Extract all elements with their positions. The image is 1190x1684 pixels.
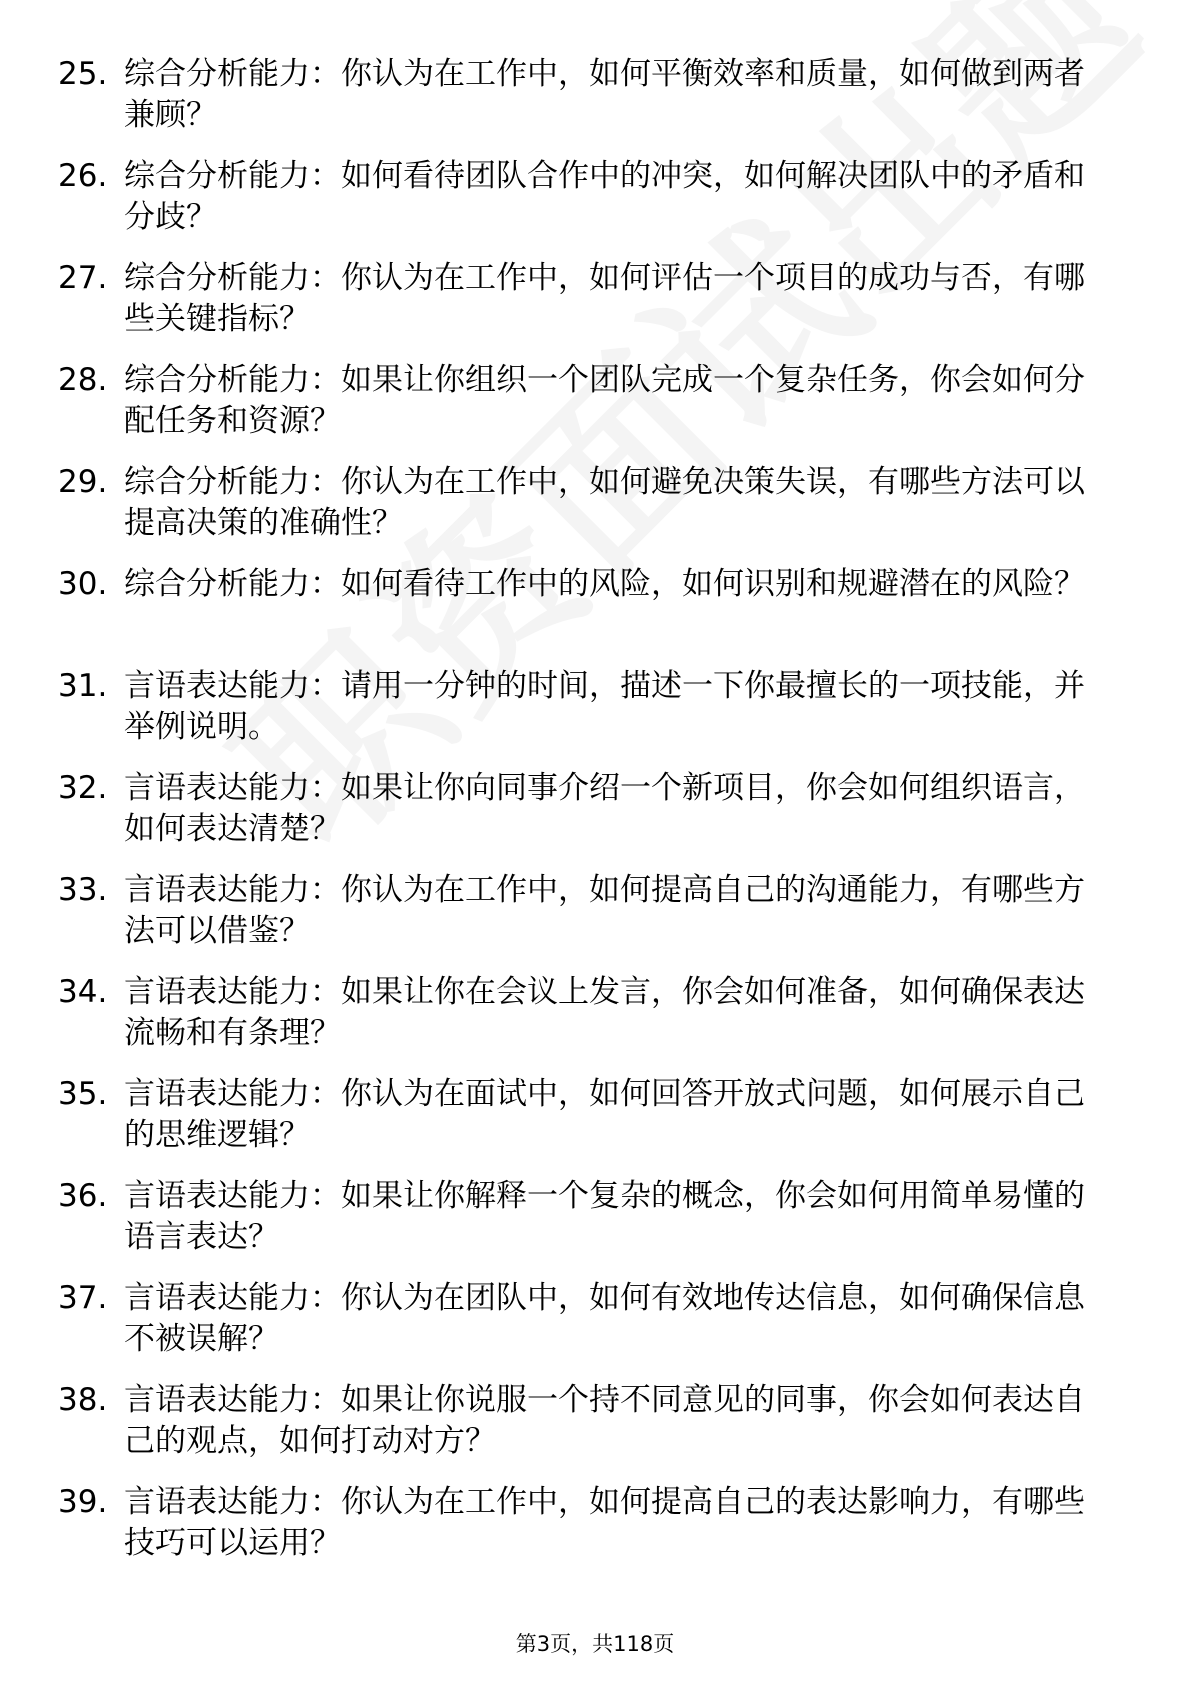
- question-number: 26.: [58, 158, 108, 194]
- question-text: 综合分析能力：你认为在工作中，如何平衡效率和质量，如何做到两者兼顾？: [124, 56, 1085, 133]
- question-list: [58, 54, 1118, 1584]
- question-item: [58, 1380, 1118, 1482]
- question-item: [58, 54, 1118, 156]
- question-text: 综合分析能力：你认为在工作中，如何避免决策失误，有哪些方法可以提高决策的准确性？: [124, 464, 1085, 541]
- question-text: 言语表达能力：你认为在工作中，如何提高自己的沟通能力，有哪些方法可以借鉴？: [124, 872, 1085, 949]
- question-number: 31.: [58, 668, 108, 704]
- question-item: [58, 1176, 1118, 1278]
- question-number: 27.: [58, 260, 108, 296]
- question-item: [58, 1074, 1118, 1176]
- question-text: 综合分析能力：如何看待工作中的风险，如何识别和规避潜在的风险？: [124, 566, 1085, 602]
- question-item: [58, 258, 1118, 360]
- question-text: 言语表达能力：请用一分钟的时间，描述一下你最擅长的一项技能，并举例说明。: [124, 668, 1085, 745]
- question-number: 30.: [58, 566, 108, 602]
- question-item: [58, 972, 1118, 1074]
- question-number: 38.: [58, 1382, 108, 1418]
- question-text: 言语表达能力：如果让你说服一个持不同意见的同事，你会如何表达自己的观点，如何打动对方？: [124, 1382, 1085, 1459]
- question-number: 36.: [58, 1178, 108, 1214]
- question-text: 言语表达能力：你认为在工作中，如何提高自己的表达影响力，有哪些技巧可以运用？: [124, 1484, 1085, 1561]
- question-number: 32.: [58, 770, 108, 806]
- question-item: [58, 870, 1118, 972]
- question-item: [58, 564, 1118, 666]
- question-item: [58, 156, 1118, 258]
- question-item: [58, 768, 1118, 870]
- question-number: 37.: [58, 1280, 108, 1316]
- question-number: 34.: [58, 974, 108, 1010]
- question-text: 言语表达能力：如果让你在会议上发言，你会如何准备，如何确保表达流畅和有条理？: [124, 974, 1085, 1051]
- question-number: 35.: [58, 1076, 108, 1112]
- question-item: [58, 360, 1118, 462]
- question-number: 25.: [58, 56, 108, 92]
- question-item: [58, 1482, 1118, 1584]
- question-item: [58, 1278, 1118, 1380]
- question-text: 综合分析能力：如果让你组织一个团队完成一个复杂任务，你会如何分配任务和资源？: [124, 362, 1085, 439]
- question-number: 28.: [58, 362, 108, 398]
- page-number-footer: 第3页，共118页: [515, 1632, 675, 1656]
- question-text: 言语表达能力：如果让你解释一个复杂的概念，你会如何用简单易懂的语言表达？: [124, 1178, 1085, 1255]
- question-item: [58, 666, 1118, 768]
- question-text: 言语表达能力：你认为在面试中，如何回答开放式问题，如何展示自己的思维逻辑？: [124, 1076, 1085, 1153]
- question-text: 综合分析能力：如何看待团队合作中的冲突，如何解决团队中的矛盾和分歧？: [124, 158, 1085, 235]
- question-text: 综合分析能力：你认为在工作中，如何评估一个项目的成功与否，有哪些关键指标？: [124, 260, 1085, 337]
- question-number: 29.: [58, 464, 108, 500]
- question-text: 言语表达能力：你认为在团队中，如何有效地传达信息，如何确保信息不被误解？: [124, 1280, 1085, 1357]
- question-text: 言语表达能力：如果让你向同事介绍一个新项目，你会如何组织语言，如何表达清楚？: [124, 770, 1085, 847]
- question-number: 33.: [58, 872, 108, 908]
- question-item: [58, 462, 1118, 564]
- question-number: 39.: [58, 1484, 108, 1520]
